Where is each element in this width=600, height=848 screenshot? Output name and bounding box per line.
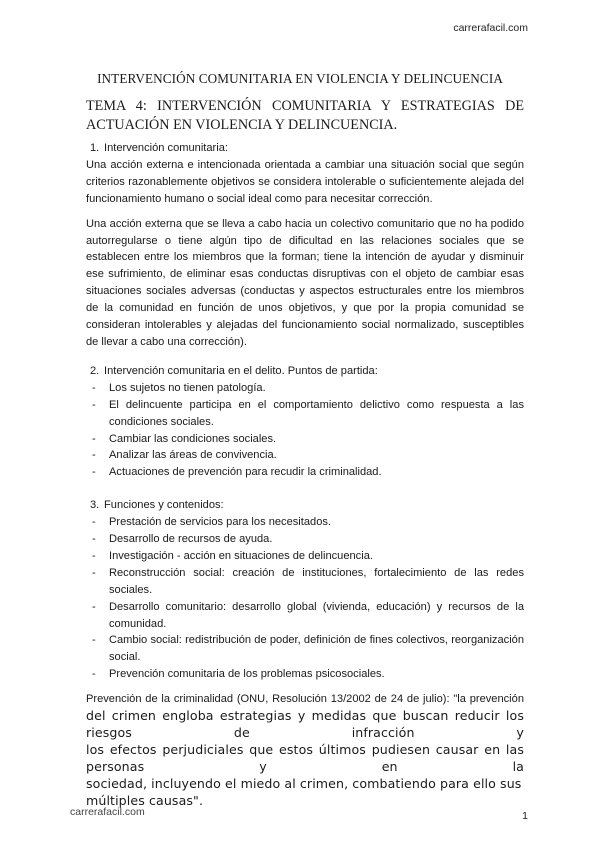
prevention-quote xyxy=(86,691,524,809)
list-item: - Prevención comunitaria de los problemas psicosociales. xyxy=(92,668,385,681)
quote-line-4: sociedad, incluyendo el miedo al crimen, combatiendo para ello sus múltiples causas". xyxy=(86,775,522,808)
list-item: - Los sujetos no tienen patología. xyxy=(92,381,266,394)
list-item: - Desarrollo de recursos de ayuda. xyxy=(92,533,273,546)
section-3-list xyxy=(86,514,524,683)
header-site-name: carrerafacil.com xyxy=(453,22,528,34)
section-2-list xyxy=(86,380,524,481)
quote-line-3: los efectos perjudiciales que estos últimos pudiesen causar en las personas y en la xyxy=(86,741,524,774)
document-title: INTERVENCIÓN COMUNITARIA EN VIOLENCIA Y DELINCUENCIA xyxy=(97,71,503,86)
list-item: - Prestación de servicios para los necesitados. xyxy=(92,516,331,529)
footer-site-name: carrerafacil.com xyxy=(70,806,145,818)
list-item: - Actuaciones de prevención para recudir la criminalidad. xyxy=(92,466,382,479)
section-2-heading: 2. Intervención comunitaria en el delito. Puntos de partida: xyxy=(90,364,378,377)
quote-line-1: Prevención de la criminalidad (ONU, Resolución 13/2002 de 24 de julio): "la prevención xyxy=(86,693,524,706)
section-3-heading: 3. Funciones y contenidos: xyxy=(90,499,224,512)
section-1-paragraph-1: Una acción externa e intencionada orientada a cambiar una situación social que según criterios razonablemente objetivos se considera intolerable o suficientemente alejada del funcionamiento humano o social ideal como para necesitar corrección. xyxy=(86,158,524,205)
list-item: - Cambio social: redistribución de poder, definición de fines colectivos, reorganización social. xyxy=(92,634,524,664)
section-1-heading: 1. Intervención comunitaria: xyxy=(90,142,228,154)
page-number: 1 xyxy=(522,810,528,822)
list-item: - Investigación - acción en situaciones de delincuencia. xyxy=(92,549,373,562)
topic-title: TEMA 4: INTERVENCIÓN COMUNITARIA Y ESTRATEGIAS DE ACTUACIÓN EN VIOLENCIA Y DELINCUENCIA. xyxy=(86,98,524,133)
list-item: - El delincuente participa en el comportamiento delictivo como respuesta a las condiciones sociales. xyxy=(92,398,524,428)
section-1-paragraph-2: Una acción externa que se lleva a cabo hacia un colectivo comunitario que no ha podido autorregularse o tiene algún tipo de dificultad en las relaciones sociales que se establecen entre los miembros que la forman; tiene la intención de ayudar y disminuir ese sufrimiento, de eliminar esas conductas disruptivas con el objeto de cambiar esas situaciones sociales adversas (conductas y aspectos estructurales entre los miembros de la comunidad en función de unos objetivos, y que por la propia comunidad se consideran intolerables y alejadas del funcionamiento social normalizado, susceptibles de llevar a cabo una corrección). xyxy=(86,217,524,348)
list-item: - Reconstrucción social: creación de instituciones, fortalecimiento de las redes sociales. xyxy=(92,566,524,596)
document-body xyxy=(86,140,524,810)
quote-line-2: del crimen engloba estrategias y medidas que buscan reducir los riesgos de infracción y xyxy=(86,708,524,740)
list-item: - Cambiar las condiciones sociales. xyxy=(92,432,277,445)
list-item: - Desarrollo comunitario: desarrollo global (vivienda, educación) y recursos de la comunidad. xyxy=(92,600,524,630)
list-item: - Analizar las áreas de convivencia. xyxy=(92,449,277,462)
